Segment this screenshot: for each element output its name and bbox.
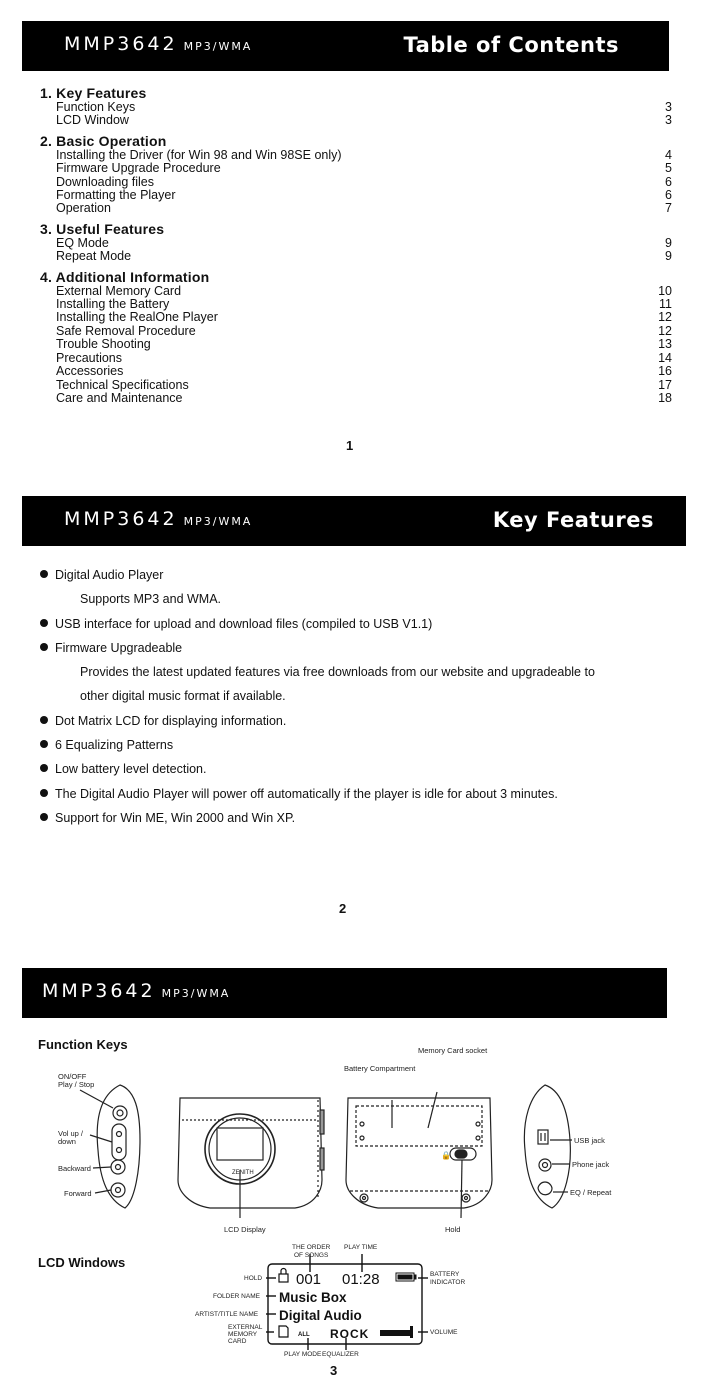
toc-section — [40, 270, 672, 406]
toc-page-numbers — [665, 101, 672, 128]
label-onoff: ON/OFF Play / Stop — [58, 1072, 95, 1089]
toc-entry: Care and Maintenance — [56, 390, 183, 405]
label-usb-jack: USB jack — [574, 1136, 605, 1145]
lcd-label-order: THE ORDER OF SONGS — [292, 1244, 331, 1259]
lcd-label-volume: VOLUME — [430, 1329, 458, 1336]
lcd-label-artist-title: ARTIST/TITLE NAME — [195, 1311, 259, 1318]
battery-icon — [396, 1273, 416, 1281]
svg-text:🔒: 🔒 — [441, 1151, 451, 1160]
bullet-icon — [40, 716, 48, 724]
lcd-track-name: Digital Audio — [279, 1308, 362, 1323]
toc-entry: EQ Mode — [56, 235, 109, 250]
lcd-folder-name: Music Box — [279, 1290, 347, 1305]
toc-entry: Installing the RealOne Player — [56, 310, 218, 325]
label-volume-keys: Vol up / down — [58, 1129, 84, 1146]
feature-text: Dot Matrix LCD for displaying information. — [55, 713, 287, 728]
device-side-right-icon — [524, 1085, 572, 1208]
lock-icon — [279, 1269, 288, 1283]
lcd-label-hold: HOLD — [244, 1275, 263, 1282]
toc-entry: LCD Window — [56, 113, 129, 128]
bullet-icon — [40, 740, 48, 748]
toc-page-number: 4 — [665, 147, 672, 162]
toc-page-number: 13 — [658, 337, 672, 352]
feature-item — [40, 782, 680, 806]
toc-section-title: 1. Key Features — [40, 85, 147, 101]
lcd-play-time: 01:28 — [342, 1271, 380, 1288]
toc-page-number: 9 — [665, 249, 672, 264]
toc-entry: Installing the Driver (for Win 98 and Win 98SE only) — [56, 147, 342, 162]
toc-page-numbers — [658, 285, 672, 406]
page-number-1: 1 — [346, 438, 354, 453]
lcd-equalizer: ROCK — [330, 1327, 370, 1341]
label-phone-jack: Phone jack — [572, 1160, 610, 1169]
toc-entry: Accessories — [56, 364, 124, 379]
toc-section-title: 2. Basic Operation — [40, 132, 167, 149]
lcd-label-battery: BATTERY INDICATOR — [430, 1271, 466, 1286]
device-front-icon — [178, 1098, 324, 1218]
toc-entry: Trouble Shooting — [56, 337, 151, 352]
label-battery-compartment: Battery Compartment — [344, 1064, 416, 1073]
page2-header — [22, 496, 686, 546]
feature-item — [40, 563, 680, 587]
toc-entry: Technical Specifications — [56, 377, 189, 392]
toc-page-numbers — [665, 149, 672, 216]
volume-bar-icon — [380, 1326, 413, 1338]
label-backward: Backward — [58, 1164, 91, 1173]
toc-entry: Formatting the Player — [56, 188, 176, 203]
feature-text: Support for Win ME, Win 2000 and Win XP. — [55, 810, 296, 825]
feature-subtext: Provides the latest updated features via free downloads from our website and upgradeable to — [80, 665, 595, 680]
device-back-icon — [346, 1092, 492, 1218]
toc-page-number: 12 — [658, 323, 672, 338]
feature-text: Digital Audio Player — [55, 568, 164, 582]
lcd-play-mode: ALL — [298, 1332, 310, 1338]
bullet-icon — [40, 789, 48, 797]
feature-subtext: other digital music format if available. — [80, 689, 286, 704]
toc-entry: Safe Removal Procedure — [56, 323, 196, 338]
bullet-icon — [40, 619, 48, 627]
label-forward: Forward — [64, 1189, 92, 1198]
label-memory-card-socket: Memory Card socket — [418, 1046, 488, 1055]
toc-page-number: 9 — [665, 235, 672, 250]
toc-entry: Repeat Mode — [56, 249, 132, 264]
lcd-label-play-time: PLAY TIME — [344, 1244, 378, 1251]
toc-page-number: 5 — [665, 161, 672, 176]
toc-page-number: 17 — [658, 377, 672, 392]
toc-section — [40, 86, 672, 128]
toc-page-number: 3 — [665, 113, 672, 128]
table-of-contents — [40, 86, 672, 411]
toc-entry: Operation — [56, 201, 111, 216]
label-hold: Hold — [445, 1225, 461, 1234]
feature-text: USB interface for upload and download files (compiled to USB V1.1) — [55, 616, 433, 631]
lcd-label-folder-name: FOLDER NAME — [213, 1293, 260, 1300]
feature-item — [40, 709, 680, 733]
toc-page-number: 3 — [665, 100, 672, 114]
toc-page-number: 11 — [659, 297, 672, 312]
toc-section — [40, 134, 672, 216]
toc-section — [40, 222, 672, 264]
feature-text: The Digital Audio Player will power off automatically if the player is idle for about 3 minutes. — [55, 786, 558, 801]
function-keys-title: Function Keys — [38, 1037, 128, 1052]
memory-card-icon — [279, 1326, 288, 1337]
feature-subtext: Supports MP3 and WMA. — [80, 592, 222, 607]
toc-page-number: 10 — [658, 283, 672, 298]
label-eq-repeat: EQ / Repeat — [570, 1188, 612, 1197]
toc-page-number: 6 — [665, 174, 672, 189]
page-number-2: 2 — [339, 901, 347, 916]
bullet-icon — [40, 764, 48, 772]
toc-entry: Downloading files — [56, 174, 154, 189]
feature-text: 6 Equalizing Patterns — [55, 738, 174, 753]
svg-text:ZENITH: ZENITH — [232, 1170, 254, 1176]
page3-header — [22, 968, 667, 1018]
model-name: MMP3642 MP3/WMA — [64, 508, 253, 530]
toc-entry: Function Keys — [56, 100, 136, 114]
toc-entry: Firmware Upgrade Procedure — [56, 161, 221, 176]
model-name: MMP3642 MP3/WMA — [64, 33, 253, 55]
bullet-icon — [40, 570, 48, 578]
key-features-list — [40, 563, 680, 830]
lcd-label-equalizer: EQUALIZER — [322, 1351, 359, 1358]
feature-text: Firmware Upgradeable — [55, 640, 183, 655]
toc-page-number: 7 — [665, 201, 672, 216]
feature-item — [40, 612, 680, 636]
page-number-3: 3 — [330, 1363, 338, 1378]
toc-page-numbers — [665, 237, 672, 264]
lcd-song-number: 001 — [296, 1271, 322, 1288]
page2-title: Key Features — [492, 508, 654, 532]
page1-title: Table of Contents — [403, 33, 619, 57]
feature-item — [40, 733, 680, 757]
toc-entry: Precautions — [56, 350, 123, 365]
toc-section-title: 3. Useful Features — [40, 220, 165, 237]
model-name: MMP3642 MP3/WMA — [42, 980, 231, 1002]
bullet-icon — [40, 643, 48, 651]
toc-section-title: 4. Additional Information — [40, 268, 210, 285]
toc-page-number: 6 — [665, 188, 672, 203]
feature-item — [40, 757, 680, 781]
feature-text: Low battery level detection. — [55, 762, 207, 777]
lcd-label-play-mode: PLAY MODE — [284, 1351, 322, 1358]
lcd-windows-title: LCD Windows — [38, 1255, 126, 1270]
lcd-label-external-memory: EXTERNAL MEMORY CARD — [228, 1324, 263, 1345]
label-lcd-display: LCD Display — [224, 1225, 266, 1234]
feature-item — [40, 806, 680, 830]
toc-page-number: 16 — [658, 364, 672, 379]
toc-page-number: 12 — [658, 310, 672, 325]
page1-header — [22, 21, 669, 71]
toc-entry: External Memory Card — [56, 283, 182, 298]
bullet-icon — [40, 813, 48, 821]
toc-page-number: 14 — [658, 350, 672, 365]
toc-entry: Installing the Battery — [56, 297, 170, 312]
toc-page-number: 18 — [658, 390, 672, 405]
feature-item — [40, 636, 680, 660]
